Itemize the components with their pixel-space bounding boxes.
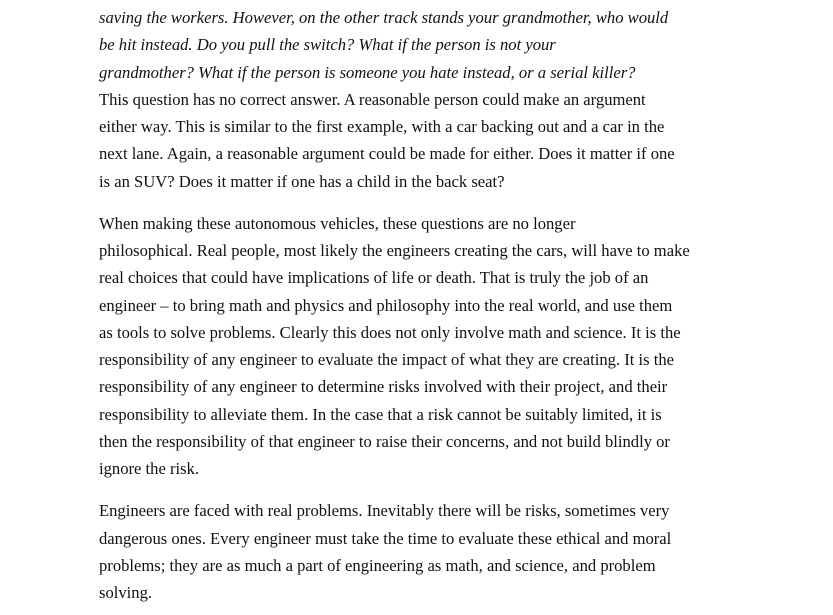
- text-line: solving.: [99, 583, 153, 603]
- text-line: responsibility of any engineer to evaluate the impact of what they are creating. It is the: [99, 350, 675, 370]
- text-line: When making these autonomous vehicles, these questions are no longer: [99, 213, 576, 233]
- text-line: is an SUV? Does it matter if one has a child in the back seat?: [99, 171, 505, 191]
- paragraph-no-correct-answer: [99, 86, 749, 195]
- text-line: problems; they are as much a part of engineering as math, and science, and problem: [99, 555, 656, 575]
- text-line: engineer – to bring math and physics and philosophy into the real world, and use them: [99, 295, 673, 315]
- text-line: either way. This is similar to the first example, with a car backing out and a car in the: [99, 117, 665, 137]
- text-line: This question has no correct answer. A reasonable person could make an argument: [99, 89, 646, 109]
- paragraph-engineers-real-problems: [99, 497, 749, 606]
- document-page: [99, 4, 749, 606]
- text-line: saving the workers. However, on the other track stands your grandmother, who would: [99, 8, 669, 27]
- text-line: be hit instead. Do you pull the switch? What if the person is not your: [99, 35, 556, 55]
- text-line: Engineers are faced with real problems. Inevitably there will be risks, sometimes very: [99, 501, 670, 521]
- paragraph-spacer: [99, 483, 749, 498]
- text-line: responsibility to alleviate them. In the case that a risk cannot be suitably limited, it is: [99, 404, 662, 424]
- text-line: next lane. Again, a reasonable argument could be made for either. Does it matter if one: [99, 144, 675, 164]
- paragraph-autonomous-vehicles: [99, 210, 749, 483]
- text-line: then the responsibility of that engineer to raise their concerns, and not build blindly or: [99, 432, 670, 452]
- text-line: philosophical. Real people, most likely the engineers creating the cars, will have to make: [99, 240, 690, 260]
- paragraph-spacer: [99, 195, 749, 210]
- text-line: as tools to solve problems. Clearly this does not only involve math and science. It is the: [99, 322, 681, 342]
- text-line: real choices that could have implications of life or death. That is truly the job of an: [99, 268, 649, 288]
- text-line: grandmother? What if the person is someone you hate instead, or a serial killer?: [99, 62, 636, 82]
- text-line: dangerous ones. Every engineer must take the time to evaluate these ethical and moral: [99, 528, 672, 548]
- italic-scenario-text: [99, 4, 749, 86]
- text-line: ignore the risk.: [99, 459, 200, 479]
- text-line: responsibility of any engineer to determine risks involved with their project, and their: [99, 377, 668, 397]
